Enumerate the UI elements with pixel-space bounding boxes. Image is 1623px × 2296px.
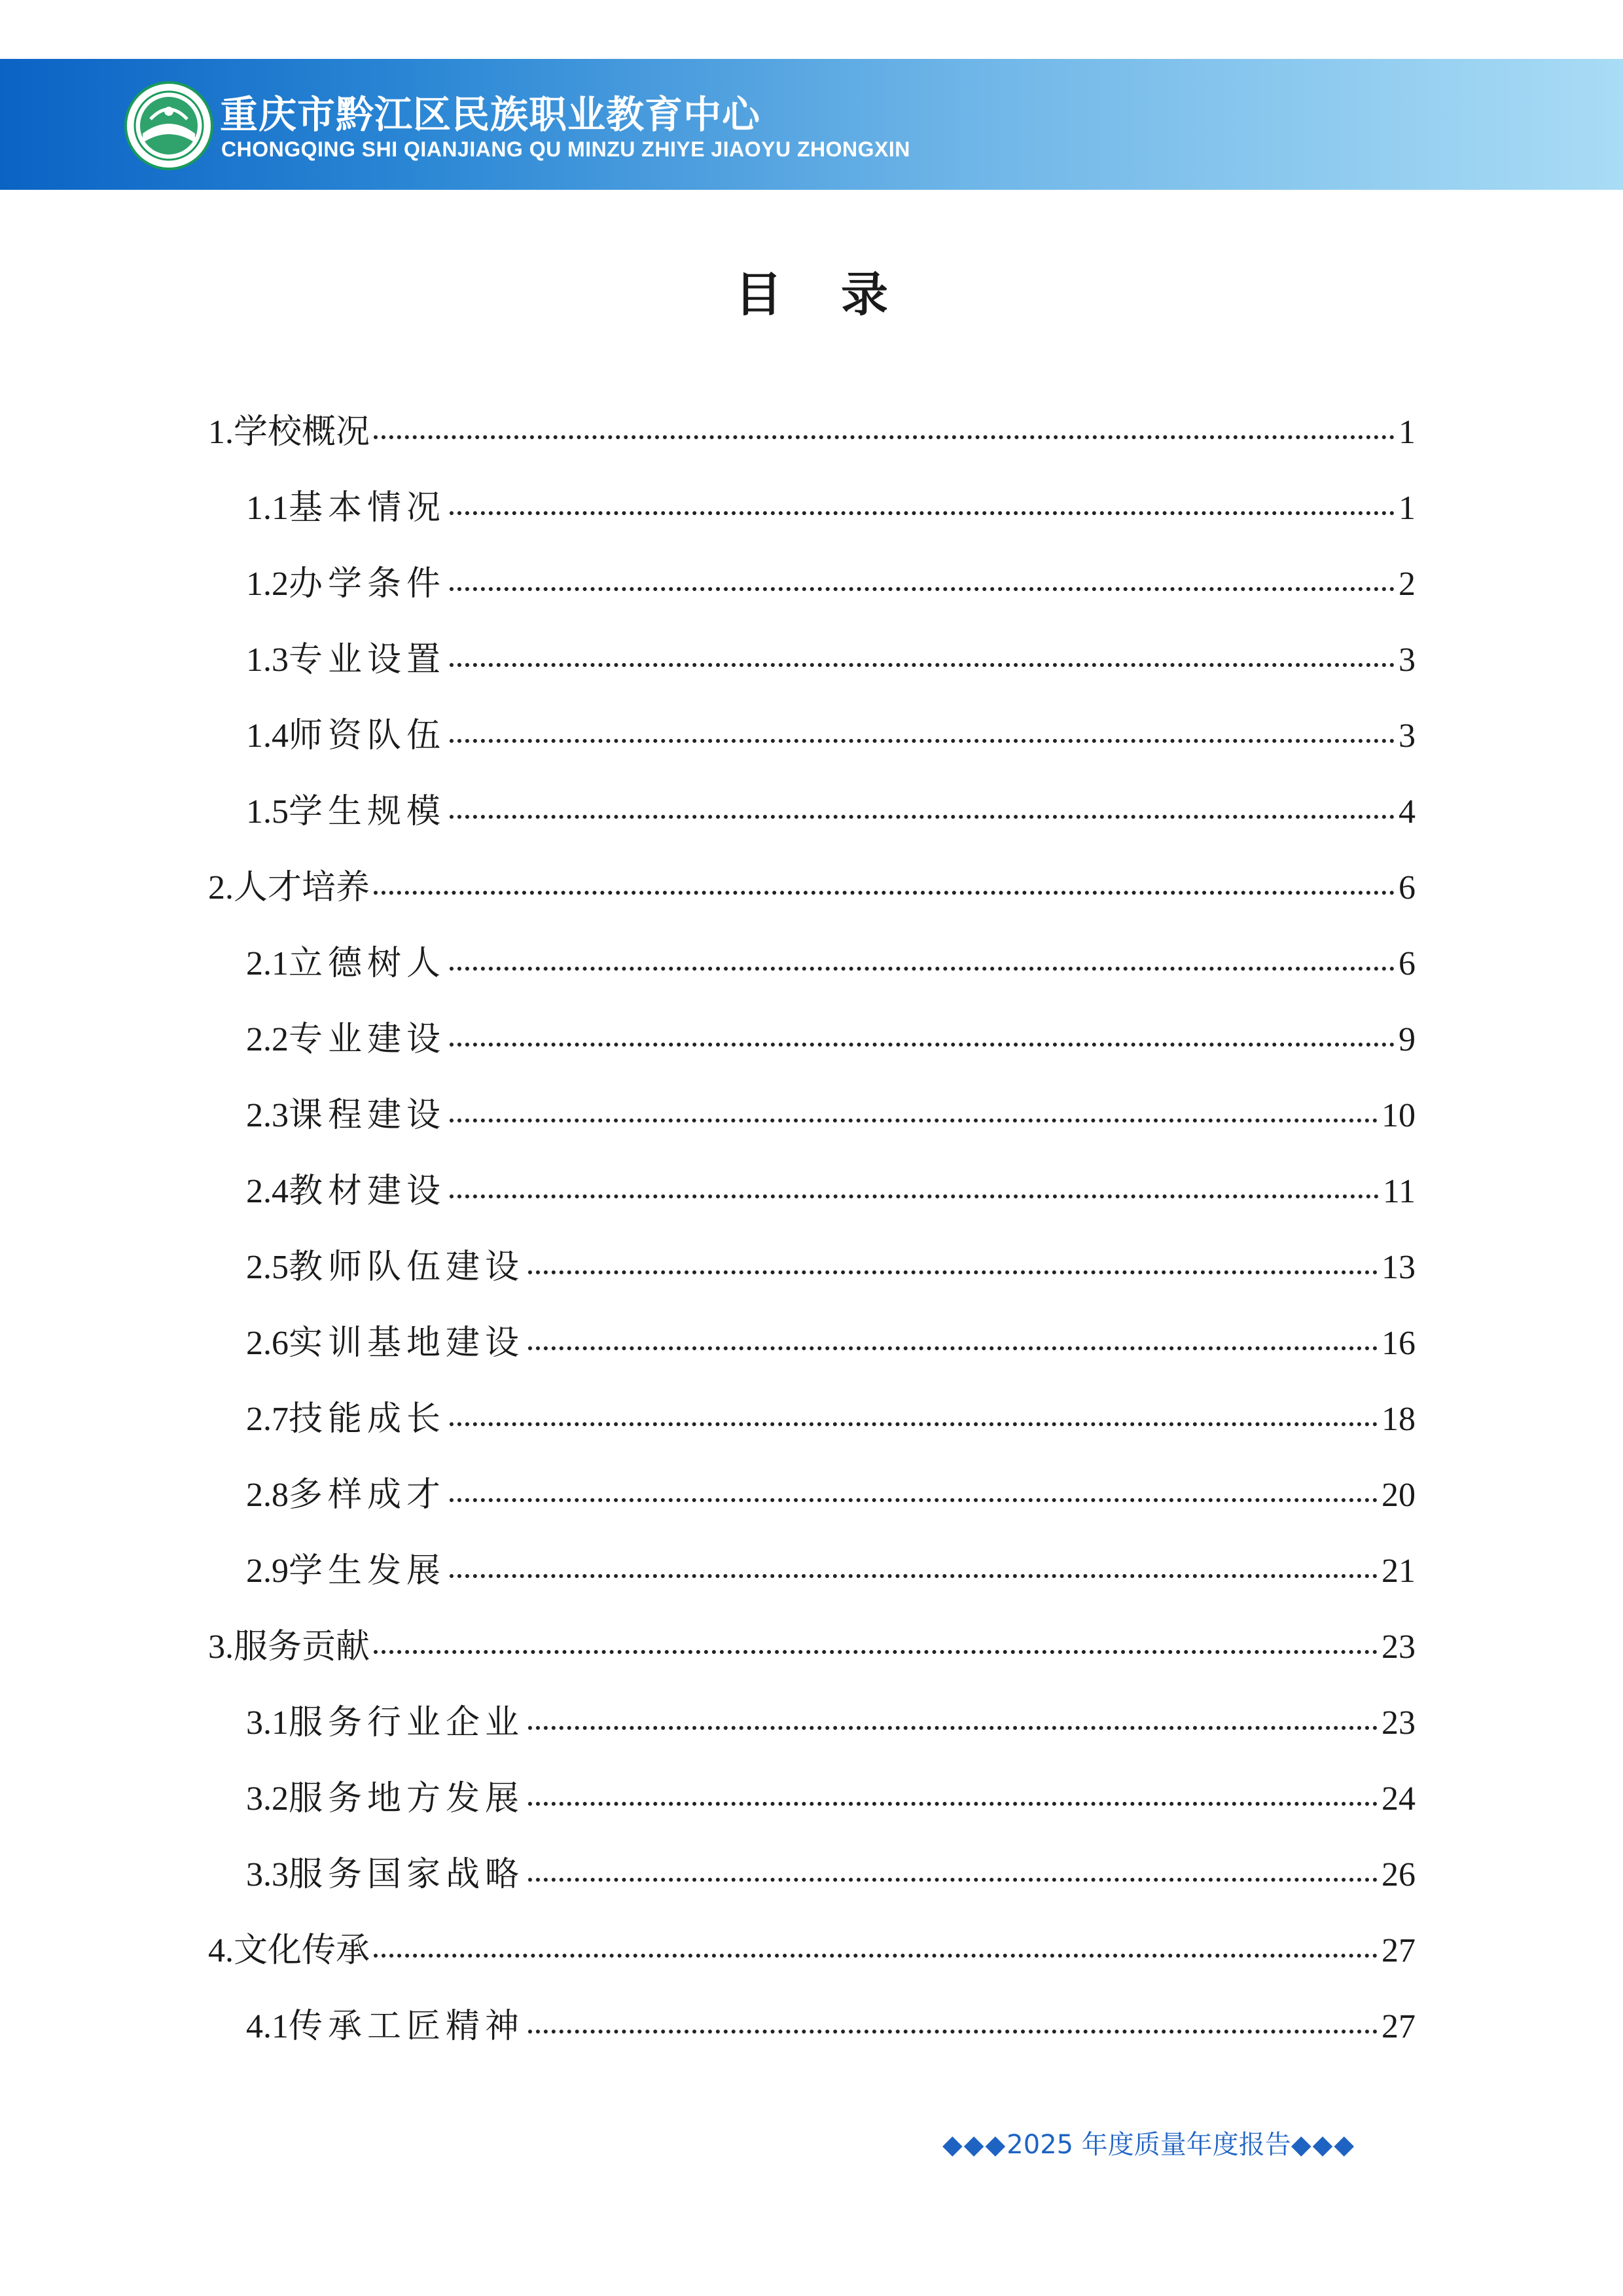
toc-entry-page: 16 [1382,1325,1416,1362]
toc-entry[interactable] [246,1391,1416,1443]
toc-entry[interactable] [208,1922,1416,1975]
toc-entry-label: 立德树人 [289,944,446,983]
toc-entry[interactable] [246,1770,1416,1823]
toc-entry-number: 2.8 [246,1477,289,1514]
toc-entry[interactable] [246,1011,1416,1064]
footer-report-title [942,2124,1355,2161]
toc-entry-label: 基本情况 [289,488,446,528]
toc-entry-page: 6 [1399,945,1416,982]
toc-entry-number: 1. [208,414,234,451]
dot-leader [450,815,1395,819]
toc-entry-number: 2.7 [246,1401,289,1438]
toc-entry-page: 24 [1382,1780,1416,1818]
dot-leader [528,1270,1378,1274]
toc-entry[interactable] [246,1998,1416,2051]
toc-entry-label: 服务行业企业 [289,1703,525,1742]
toc-entry[interactable] [246,1543,1416,1595]
school-emblem-icon [123,80,215,171]
toc-entry-label: 教材建设 [289,1172,446,1211]
toc-entry-number: 1.1 [246,490,289,527]
toc-entry-number: 3.3 [246,1856,289,1893]
toc-entry-label: 技能成长 [289,1399,446,1439]
toc-entry-label: 传承工匠精神 [289,2007,525,2046]
toc-entry-label: 师资队伍 [289,716,446,755]
dot-leader [528,1802,1378,1806]
toc-entry-label: 服务贡献 [234,1627,370,1666]
dot-leader [450,967,1395,971]
toc-entry-label: 实训基地建设 [289,1323,525,1363]
toc-entry-label: 服务地方发展 [289,1779,525,1818]
toc-entry-number: 4. [208,1932,234,1969]
toc-entry[interactable] [246,632,1416,684]
toc-entry-label: 人才培养 [234,868,370,907]
toc-entry-page: 18 [1382,1401,1416,1438]
toc-entry-number: 2. [208,869,234,906]
toc-entry-page: 23 [1382,1628,1416,1666]
toc-entry-number: 2.6 [246,1325,289,1362]
toc-entry-label: 文化传承 [234,1931,370,1970]
toc-entry[interactable] [208,404,1416,456]
toc-entry[interactable] [246,1695,1416,1747]
toc-entry-number: 2.5 [246,1249,289,1286]
diamond-decoration-icon: ◆◆◆ [942,2130,1007,2160]
dot-leader [528,1346,1378,1350]
toc-entry[interactable] [208,859,1416,912]
toc-entry-number: 1.4 [246,717,289,755]
toc-entry-label: 专业设置 [289,640,446,679]
toc-entry-number: 2.2 [246,1021,289,1058]
dot-leader [528,1726,1378,1730]
toc-entry-page: 23 [1382,1704,1416,1742]
title-char: 录 [841,267,889,322]
toc-entry-page: 4 [1399,793,1416,831]
toc-entry-label: 学生发展 [289,1551,446,1590]
toc-entry[interactable] [246,783,1416,836]
dot-leader [450,663,1395,667]
dot-leader [374,1954,1378,1958]
toc-entry[interactable] [246,480,1416,532]
dot-leader [450,1194,1379,1198]
toc-entry-page: 10 [1382,1097,1416,1134]
toc-entry[interactable] [246,1087,1416,1139]
toc-entry-number: 2.9 [246,1552,289,1590]
page-title [0,257,1623,325]
dot-leader [374,1650,1378,1654]
toc-entry-page: 2 [1399,565,1416,603]
dot-leader [374,435,1395,439]
toc-entry-page: 13 [1382,1249,1416,1286]
dot-leader [450,1574,1378,1578]
dot-leader [450,587,1395,591]
toc-entry-label: 专业建设 [289,1020,446,1059]
toc-entry-page: 6 [1399,869,1416,906]
toc-entry-number: 4.1 [246,2008,289,2045]
toc-entry[interactable] [208,1619,1416,1671]
dot-leader [450,511,1395,515]
dot-leader [450,1043,1395,1047]
toc-entry-page: 27 [1382,1932,1416,1969]
dot-leader [450,1422,1378,1426]
toc-entry-label: 服务国家战略 [289,1855,525,1894]
toc-entry-page: 21 [1382,1552,1416,1590]
dot-leader [450,1119,1378,1122]
toc-entry-page: 20 [1382,1477,1416,1514]
toc-entry-label: 教师队伍建设 [289,1247,525,1287]
toc-entry-label: 课程建设 [289,1096,446,1135]
school-name-en: CHONGQING SHI QIANJIANG QU MINZU ZHIYE JIAOYU ZHONGXIN [221,137,910,161]
toc-entry-number: 1.5 [246,793,289,831]
toc-entry-page: 3 [1399,641,1416,679]
toc-entry[interactable] [246,556,1416,608]
toc-entry-number: 3. [208,1628,234,1666]
toc-entry[interactable] [246,1239,1416,1291]
toc-entry-number: 3.1 [246,1704,289,1742]
school-name-cn: 重庆市黔江区民族职业教育中心 [220,92,761,137]
toc-entry-number: 1.3 [246,641,289,679]
toc-entry-label: 多样成才 [289,1475,446,1515]
toc-entry[interactable] [246,1315,1416,1367]
toc-entry-page: 27 [1382,2008,1416,2045]
dot-leader [528,1878,1378,1882]
toc-entry-label: 学生规模 [289,792,446,831]
footer-text: 2025 年度质量年度报告 [1007,2130,1291,2160]
toc-entry-number: 1.2 [246,565,289,603]
toc-entry[interactable] [246,1846,1416,1899]
toc-entry-page: 1 [1399,490,1416,527]
toc-entry-page: 26 [1382,1856,1416,1893]
toc-entry-number: 2.1 [246,945,289,982]
toc-entry-number: 2.3 [246,1097,289,1134]
dot-leader [450,739,1395,743]
toc-entry-label: 学校概况 [234,412,370,452]
toc-entry-number: 2.4 [246,1173,289,1210]
dot-leader [374,891,1395,895]
toc-entry-page: 1 [1399,414,1416,451]
toc-entry-number: 3.2 [246,1780,289,1818]
toc-entry[interactable] [246,935,1416,988]
dot-leader [528,2030,1378,2034]
diamond-decoration-icon: ◆◆◆ [1291,2130,1356,2160]
toc-entry-page: 3 [1399,717,1416,755]
title-char: 目 [734,267,782,322]
toc-entry-page: 9 [1399,1021,1416,1058]
toc-entry-label: 办学条件 [289,564,446,603]
toc-entry-page: 11 [1382,1173,1416,1210]
dot-leader [450,1498,1378,1502]
toc-entry[interactable] [246,1163,1416,1215]
toc-entry[interactable] [246,708,1416,760]
toc-entry[interactable] [246,1467,1416,1519]
